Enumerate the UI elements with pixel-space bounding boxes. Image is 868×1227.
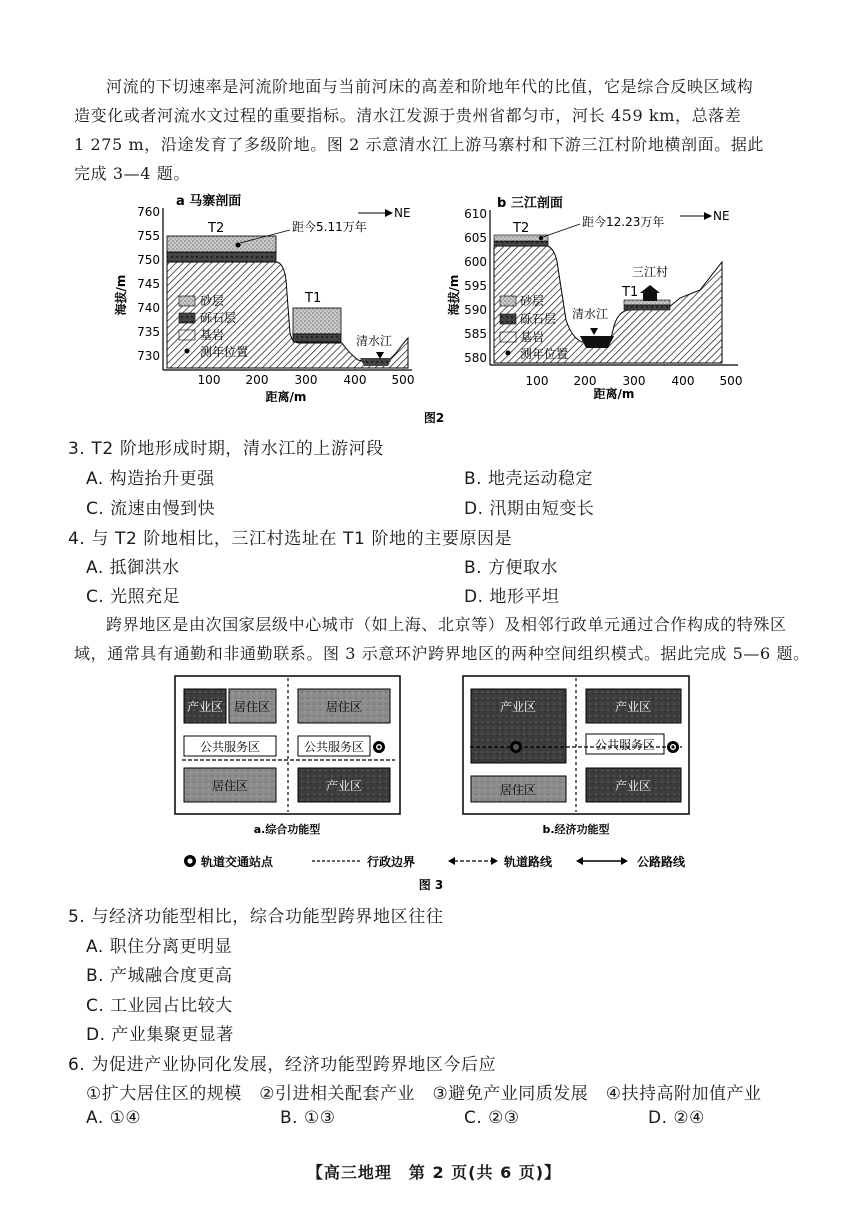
question-4-option-d[interactable]: D. 地形平坦	[464, 587, 560, 607]
profile-b-legend-sand: 砂层	[520, 294, 545, 308]
mode-b-economic	[463, 676, 689, 836]
profile-b-legend-bedrock: 基岩	[520, 330, 545, 344]
profile-b-xtick: 500	[719, 374, 743, 388]
question-6-option-b[interactable]: B. ①③	[280, 1108, 336, 1128]
figure-2	[0, 0, 868, 440]
question-5-option-c[interactable]: C. 工业园占比较大	[86, 996, 233, 1016]
profile-a-xtick: 300	[294, 373, 318, 387]
mode-b-residence-label: 居住区	[499, 783, 537, 797]
profile-a-t1-gravel	[293, 334, 341, 342]
question-3-stem: 3. T2 阶地形成时期，清水江的上游河段	[68, 439, 384, 459]
profile-b-xtick: 100	[525, 374, 549, 388]
legend-rail: 轨道路线	[504, 855, 553, 869]
profile-a-legend-bedrock: 基岩	[200, 328, 225, 342]
profile-b-ne-arrowhead	[704, 212, 712, 220]
question-6-option-a[interactable]: A. ①④	[86, 1108, 142, 1128]
intro1-line-2: 造变化或者河流水文过程的重要指标。清水江发源于贵州省都匀市，河长 459 km，总落差	[74, 106, 742, 125]
intro2-line-2: 域，通常具有通勤和非通勤联系。图 3 示意环沪跨界地区的两种空间组织模式。据此完成 5—6 题。	[74, 644, 810, 663]
question-3-option-d[interactable]: D. 汛期由短变长	[464, 499, 595, 519]
profile-b-t2-label: T2	[513, 221, 530, 236]
profile-a-xtick: 200	[245, 373, 269, 387]
profile-a-t1-label: T1	[305, 291, 322, 306]
profile-a-ylabel: 海拔/m	[114, 274, 128, 316]
profile-b-san-jiang	[446, 195, 742, 401]
mode-a-residence-label-2: 居住区	[325, 700, 363, 714]
mode-b-industry-label-2: 产业区	[614, 700, 652, 714]
question-3-option-c[interactable]: C. 流速由慢到快	[86, 499, 216, 519]
profile-b-title: b 三江剖面	[497, 196, 563, 211]
profile-a-ne-label: NE	[394, 206, 411, 220]
profile-a-legend-gravel: 砾石层	[200, 311, 237, 325]
profile-b-t1-label: T1	[622, 285, 639, 300]
profile-a-ytick: 740	[137, 301, 160, 315]
question-4-stem: 4. 与 T2 阶地相比，三江村选址在 T1 阶地的主要原因是	[68, 529, 513, 549]
profile-a-river-bed	[360, 358, 392, 366]
figure-3-legend	[184, 854, 686, 869]
profile-b-river-label: 清水江	[572, 307, 609, 321]
question-6-stem: 6. 为促进产业协同化发展，经济功能型跨界地区今后应	[68, 1055, 497, 1075]
intro1-line-4: 完成 3—4 题。	[74, 164, 190, 183]
profile-a-t2-label: T2	[208, 221, 225, 236]
mode-a-residence-label-3: 居住区	[211, 779, 249, 793]
profile-a-xtick: 100	[197, 373, 221, 387]
mode-a-industry-label-2: 产业区	[325, 779, 363, 793]
profile-b-age-label: 距今12.23万年	[582, 215, 665, 229]
profile-a-xtick: 400	[343, 373, 367, 387]
figure-2-caption: 图2	[423, 411, 445, 425]
profile-b-legend-gravel: 砾石层	[520, 312, 557, 326]
question-5-option-b[interactable]: B. 产城融合度更高	[86, 966, 233, 986]
profile-a-ne-arrowhead	[385, 209, 393, 217]
profile-b-ylabel: 海拔/m	[447, 274, 461, 316]
profile-a-ytick: 750	[137, 253, 160, 267]
profile-b-xtick: 300	[622, 374, 646, 388]
profile-b-t1-gravel	[624, 305, 670, 310]
intro2-line-1: 跨界地区是由次国家层级中心城市（如上海、北京等）及相邻行政单元通过合作构成的特殊区	[106, 615, 787, 634]
profile-a-t2-gravel	[167, 252, 276, 262]
profile-a-ytick: 760	[137, 205, 160, 219]
mode-a-public-label-1: 公共服务区	[199, 740, 261, 754]
mode-b-caption: b.经济功能型	[542, 823, 610, 836]
profile-a-ytick: 745	[137, 277, 160, 291]
house-icon	[640, 285, 660, 301]
page-footer: 【高三地理 第 2 页(共 6 页)】	[306, 1163, 562, 1182]
question-6-option-d[interactable]: D. ②④	[648, 1108, 705, 1128]
profile-a-river-label: 清水江	[356, 334, 393, 348]
profile-b-leader-line	[543, 224, 580, 237]
question-5-stem: 5. 与经济功能型相比，综合功能型跨界地区往往	[68, 907, 444, 927]
profile-b-t2-gravel	[494, 241, 548, 246]
profile-a-ytick: 735	[137, 325, 160, 339]
mode-b-public-label: 公共服务区	[594, 738, 656, 752]
mode-a-comprehensive	[175, 676, 400, 836]
profile-a-title: a 马寨剖面	[176, 194, 242, 209]
profile-b-xtick: 200	[573, 374, 597, 388]
profile-b-dating-point	[539, 236, 543, 240]
profile-a-t2-sand	[167, 236, 276, 252]
mode-a-industry-label: 产业区	[186, 700, 224, 714]
intro1-line-3: 1 275 m，沿途发育了多级阶地。图 2 示意清水江上游马寨村和下游三江村阶地横剖面。据此	[74, 135, 765, 154]
profile-b-village-label: 三江村	[632, 265, 669, 279]
profile-b-ytick: 585	[464, 327, 487, 341]
question-6-option-c[interactable]: C. ②③	[464, 1108, 520, 1128]
figure-3-caption: 图 3	[418, 878, 444, 892]
profile-a-river-marker	[376, 352, 384, 359]
profile-b-legend-dating: 测年位置	[520, 347, 569, 361]
mode-a-caption: a.综合功能型	[253, 823, 321, 836]
mode-a-public-label-2: 公共服务区	[303, 740, 365, 754]
profile-b-xtick: 400	[671, 374, 695, 388]
mode-b-industry-label-3: 产业区	[614, 779, 652, 793]
profile-b-ytick: 600	[464, 255, 487, 269]
profile-b-ytick: 595	[464, 279, 487, 293]
question-4-option-a[interactable]: A. 抵御洪水	[86, 558, 180, 578]
profile-a-legend-dating: 测年位置	[200, 345, 249, 359]
question-6-statements: ①扩大居住区的规模 ②引进相关配套产业 ③避免产业同质发展 ④扶持高附加值产业	[86, 1084, 762, 1104]
profile-a-age-label: 距今5.11万年	[292, 220, 367, 234]
profile-a-ma-zhai	[113, 193, 414, 404]
question-5-option-a[interactable]: A. 职住分离更明显	[86, 937, 233, 957]
legend-station: 轨道交通站点	[201, 855, 274, 869]
question-5-option-d[interactable]: D. 产业集聚更显著	[86, 1025, 234, 1045]
mode-a-residence-label-1: 居住区	[233, 700, 271, 714]
profile-b-river-marker	[590, 328, 598, 335]
profile-b-ytick: 605	[464, 231, 487, 245]
profile-a-legend-sand: 砂层	[200, 294, 225, 308]
intro1-line-1: 河流的下切速率是河流阶地面与当前河床的高差和阶地年代的比值，它是综合反映区域构	[106, 77, 754, 96]
profile-a-ytick: 755	[137, 229, 160, 243]
question-4-option-b[interactable]: B. 方便取水	[464, 558, 558, 578]
question-4-option-c[interactable]: C. 光照充足	[86, 587, 181, 607]
profile-a-ytick: 730	[137, 349, 160, 363]
profile-a-t1-sand	[293, 308, 341, 334]
mode-b-industry-label-1: 产业区	[499, 700, 537, 714]
figure-3	[0, 660, 868, 900]
profile-a-dating-point	[236, 243, 241, 248]
question-3-option-b[interactable]: B. 地壳运动稳定	[464, 469, 593, 489]
profile-b-xlabel: 距离/m	[593, 387, 635, 401]
profile-b-ne-label: NE	[713, 209, 730, 223]
profile-a-xlabel: 距离/m	[265, 390, 307, 404]
question-3-option-a[interactable]: A. 构造抬升更强	[86, 469, 215, 489]
profile-b-ytick: 580	[464, 351, 487, 365]
profile-b-ytick: 610	[464, 207, 487, 221]
profile-b-ytick: 590	[464, 303, 487, 317]
profile-a-xtick: 500	[391, 373, 415, 387]
legend-boundary: 行政边界	[367, 855, 416, 869]
legend-road: 公路路线	[637, 855, 686, 869]
